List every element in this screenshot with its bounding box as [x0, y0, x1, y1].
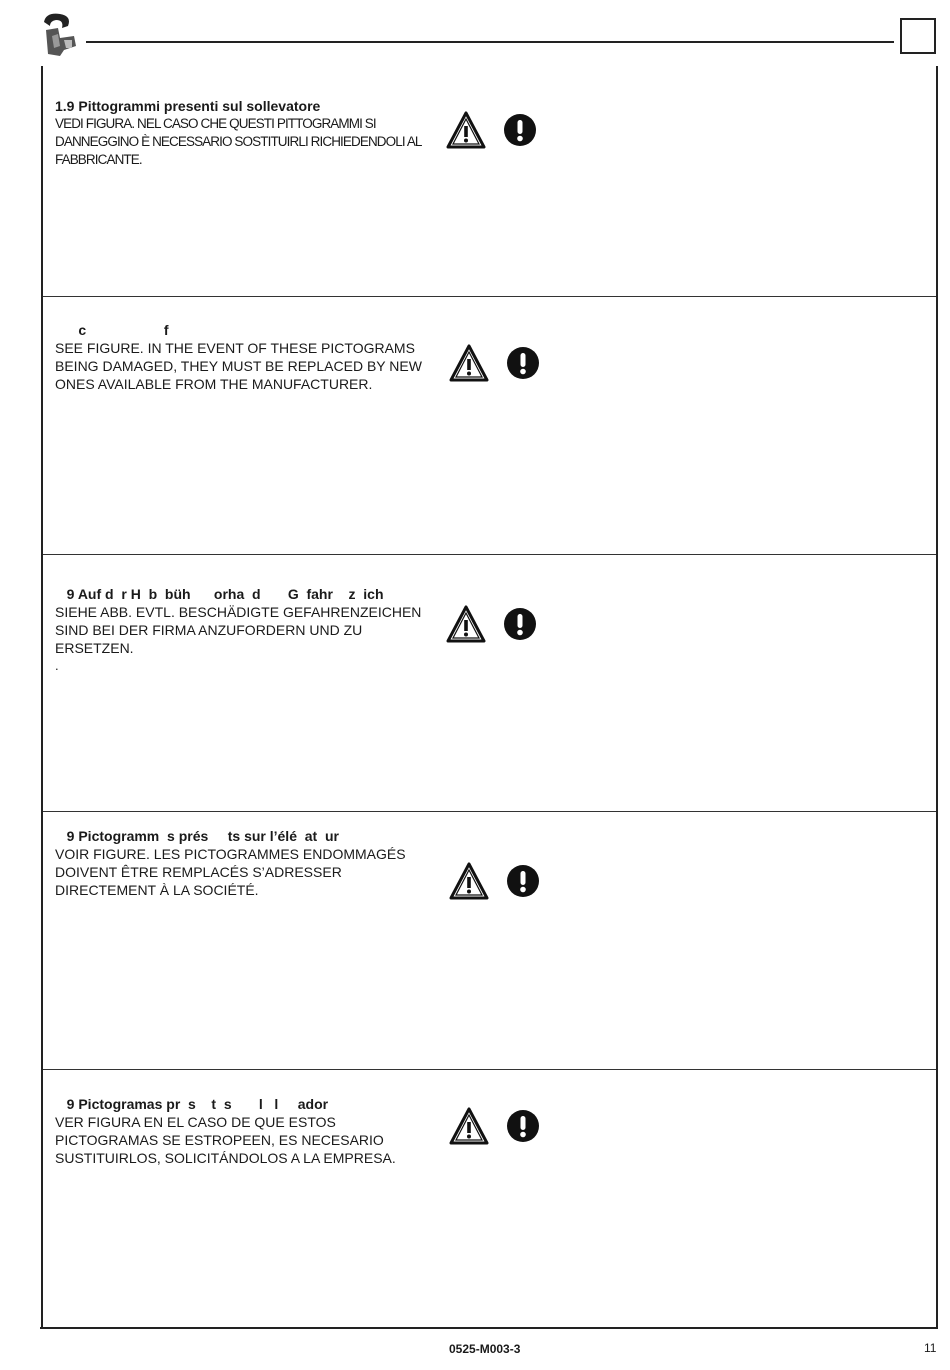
section-divider: [43, 554, 936, 555]
pictogram-group: [448, 1105, 548, 1147]
section-body: SEE FIGURE. IN THE EVENT OF THESE PICTOGRAMS BEING DAMAGED, THEY MUST BE REPLACED BY NEW ONES AVAILABLE FROM THE MANUFACTURER.: [55, 340, 422, 392]
section-title: 9 Pictogramas pr s t s l l ador: [55, 1096, 329, 1112]
warning-triangle-icon: [448, 343, 490, 383]
section-body: VER FIGURA EN EL CASO DE QUE ESTOS PICTOGRAMAS SE ESTROPEEN, ES NECESARIO SUSTITUIRLOS, SOLICITÁNDOLOS A LA EMPRESA.: [55, 1114, 396, 1166]
warning-triangle-icon: [448, 1106, 490, 1146]
section-extra: .: [55, 658, 59, 673]
page-frame-bottom: [40, 1327, 938, 1329]
exclamation-circle-icon: [503, 607, 537, 641]
section-divider: [43, 296, 936, 297]
exclamation-circle-icon: [503, 113, 537, 147]
section-body: SIEHE ABB. EVTL. BESCHÄDIGTE GEFAHRENZEICHEN SIND BEI DER FIRMA ANZUFORDERN UND ZU ERSETZEN.: [55, 604, 422, 656]
section-title: 9 Auf d r H b büh orha d G fahr z ich: [55, 586, 384, 602]
section-body: VOIR FIGURE. LES PICTOGRAMMES ENDOMMAGÉS DOIVENT ÊTRE REMPLACÉS S’ADRESSER DIRECTEMENT À LA SOCIÉTÉ.: [55, 846, 406, 898]
exclamation-circle-icon: [506, 864, 540, 898]
pictogram-group: [445, 603, 545, 645]
document-code: 0525-M003-3: [449, 1342, 521, 1356]
section-divider: [43, 811, 936, 812]
page-number: 11: [924, 1341, 937, 1355]
exclamation-circle-icon: [506, 346, 540, 380]
section-divider: [43, 1069, 936, 1070]
header-rule: [86, 41, 894, 43]
exclamation-circle-icon: [506, 1109, 540, 1143]
pictogram-group: [445, 109, 545, 151]
section-title: 1.9 Pittogrammi presenti sul sollevatore: [55, 98, 321, 114]
warning-triangle-icon: [445, 604, 487, 644]
corner-box: [900, 18, 936, 54]
company-logo: [38, 10, 80, 58]
section-title: c f: [55, 322, 169, 338]
section-body: VEDI FIGURA. NEL CASO CHE QUESTI PITTOGRAMMI SI DANNEGGINO È NECESSARIO SOSTITUIRLI RICHIEDENDOLI AL FABBRICANTE.: [55, 116, 422, 167]
warning-triangle-icon: [448, 861, 490, 901]
section-title: 9 Pictogramm s prés ts sur l’élé at ur: [55, 828, 339, 844]
warning-triangle-icon: [445, 110, 487, 150]
pictogram-group: [448, 860, 548, 902]
pictogram-group: [448, 342, 548, 384]
